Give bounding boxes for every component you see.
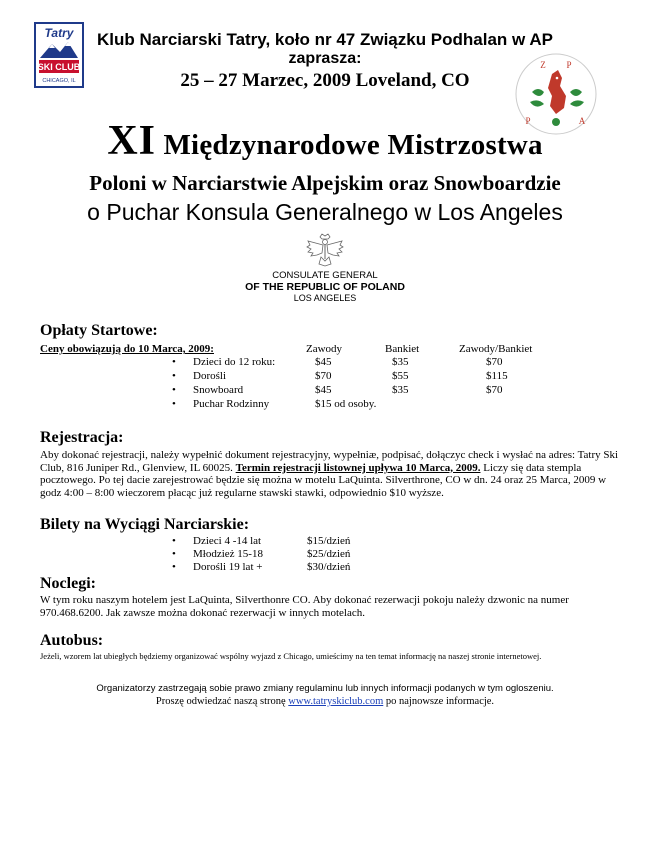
fees-row-combo: $70 xyxy=(486,356,503,368)
consulate-line-1: CONSULATE GENERAL xyxy=(272,270,378,281)
logo-ski-club-text: SKI CLUB xyxy=(37,62,81,72)
fees-col-zawody: Zawody xyxy=(306,343,343,355)
consulate-line-3: LOS ANGELES xyxy=(293,293,357,303)
registration-text-before: Aby dokonać rejestracji, należy wypełnić dokument rejestracyjny, wypełniæ, podpisać, dołączyc check i wysłać na adres: Tatry Ski Club, 816 Juniper Rd., Glenview, IL 60025. xyxy=(40,449,619,474)
polish-eagle-icon xyxy=(306,231,344,269)
registration-text-after: Liczy się data stempla pocztowego. Po tej dacie zarejestrować będzie się można w motelu LaQuinta. Silverthrone, CO w dn. 24 oraz 25 Marca, 2009 w godz 4:00 – 8:00 wieczorem płacąc już regularne stawski stawki, odpowiednio $10 wyższe. xyxy=(40,461,607,499)
lift-ticket-label: • Dzieci 4 -14 lat xyxy=(193,535,261,547)
website-link[interactable]: www.tatryskiclub.com xyxy=(288,696,384,707)
fees-row-bankiet: $35 xyxy=(392,356,409,368)
registration-deadline: Termin rejestracji listownej upływa 10 Marca, 2009. xyxy=(235,461,481,474)
bus-heading: Autobus: xyxy=(40,632,104,649)
cup-line: o Puchar Konsula Generalnego w Los Angeles xyxy=(87,199,563,225)
fees-row-bankiet: $35 xyxy=(392,384,409,396)
invites-line: zaprasza: xyxy=(288,50,362,67)
bus-text: Jeżeli, wzorem lat ubiegłych będziemy organizować wspólny wyjazd z Chicago, umieścimy na ten temat informację na naszej stronie internetowej. xyxy=(40,651,542,661)
fees-row-label: • Dzieci do 12 roku: xyxy=(193,356,275,368)
lift-ticket-price: $15/dzień xyxy=(307,535,351,547)
fees-col-bankiet: Bankiet xyxy=(385,343,420,355)
fees-row-zawody: $70 xyxy=(315,370,332,382)
lift-ticket-price: $25/dzień xyxy=(307,548,351,560)
consulate-line-2: OF THE REPUBLIC OF POLAND xyxy=(245,281,405,293)
zpp-letter-z: Z xyxy=(540,60,546,70)
footer-text-after: po najnowsze informacje. xyxy=(383,696,495,707)
fees-row-combo: $70 xyxy=(486,384,503,396)
fees-prices-label: Ceny obowiązują do 10 Marca, 2009: xyxy=(40,343,214,355)
fees-row-zawody: $45 xyxy=(315,384,332,396)
zpp-letter-a: A xyxy=(578,116,586,126)
fees-row-zawody: $15 od osoby. xyxy=(315,398,377,410)
registration-heading: Rejestracja: xyxy=(40,429,124,446)
registration-text xyxy=(40,449,620,499)
club-name-line: Klub Narciarski Tatry, koło nr 47 Związku Podhalan w AP xyxy=(97,30,553,49)
fees-row-label: • Puchar Rodzinny xyxy=(193,398,269,410)
lodging-text: W tym roku naszym hotelem jest LaQuinta, Silverthonre CO. Aby dokonać rezerwacji pokoju należy dzwonic na numer 970.468.6200. Jak zawsze można dokonać rezerwacji w innych motelach. xyxy=(40,594,569,619)
fees-heading: Opłaty Startowe: xyxy=(40,322,158,339)
fees-row-label: • Snowboard xyxy=(193,384,243,396)
event-date-line: 25 – 27 Marzec, 2009 Loveland, CO xyxy=(180,70,470,91)
title-numeral: XI xyxy=(107,118,157,164)
lift-tickets-heading: Bilety na Wyciągi Narciarskie: xyxy=(40,516,250,533)
zpp-letter-p2: P xyxy=(525,116,531,126)
lift-ticket-price: $30/dzień xyxy=(307,561,351,573)
lift-ticket-label: • Dorośli 19 lat + xyxy=(193,561,262,573)
footer-website-line xyxy=(0,696,650,707)
zpp-letter-p1: P xyxy=(566,60,572,70)
event-title xyxy=(0,117,650,165)
fees-row-bankiet: $55 xyxy=(392,370,409,382)
footer-text-before: Proszę odwiedzać naszą stronę xyxy=(155,696,289,707)
fees-row-label: • Dorośli xyxy=(193,370,226,382)
logo-chicago-text: CHICAGO, IL xyxy=(42,78,76,84)
lodging-heading: Noclegi: xyxy=(40,575,96,592)
logo-tatry-text: Tatry xyxy=(44,26,74,40)
fees-row-zawody: $45 xyxy=(315,356,332,368)
event-subtitle: Poloni w Narciarstwie Alpejskim oraz Snowboardzie xyxy=(89,171,561,195)
fees-col-combo: Zawody/Bankiet xyxy=(459,343,533,355)
fees-row-combo: $115 xyxy=(486,370,508,382)
lift-ticket-label: • Młodzież 15-18 xyxy=(193,548,263,560)
footer-disclaimer: Organizatorzy zastrzegają sobie prawo zmiany regulaminu lub innych informacji podanych w tym ogloszeniu. xyxy=(96,683,554,694)
title-main: Międzynarodowe Mistrzostwa xyxy=(163,129,543,161)
